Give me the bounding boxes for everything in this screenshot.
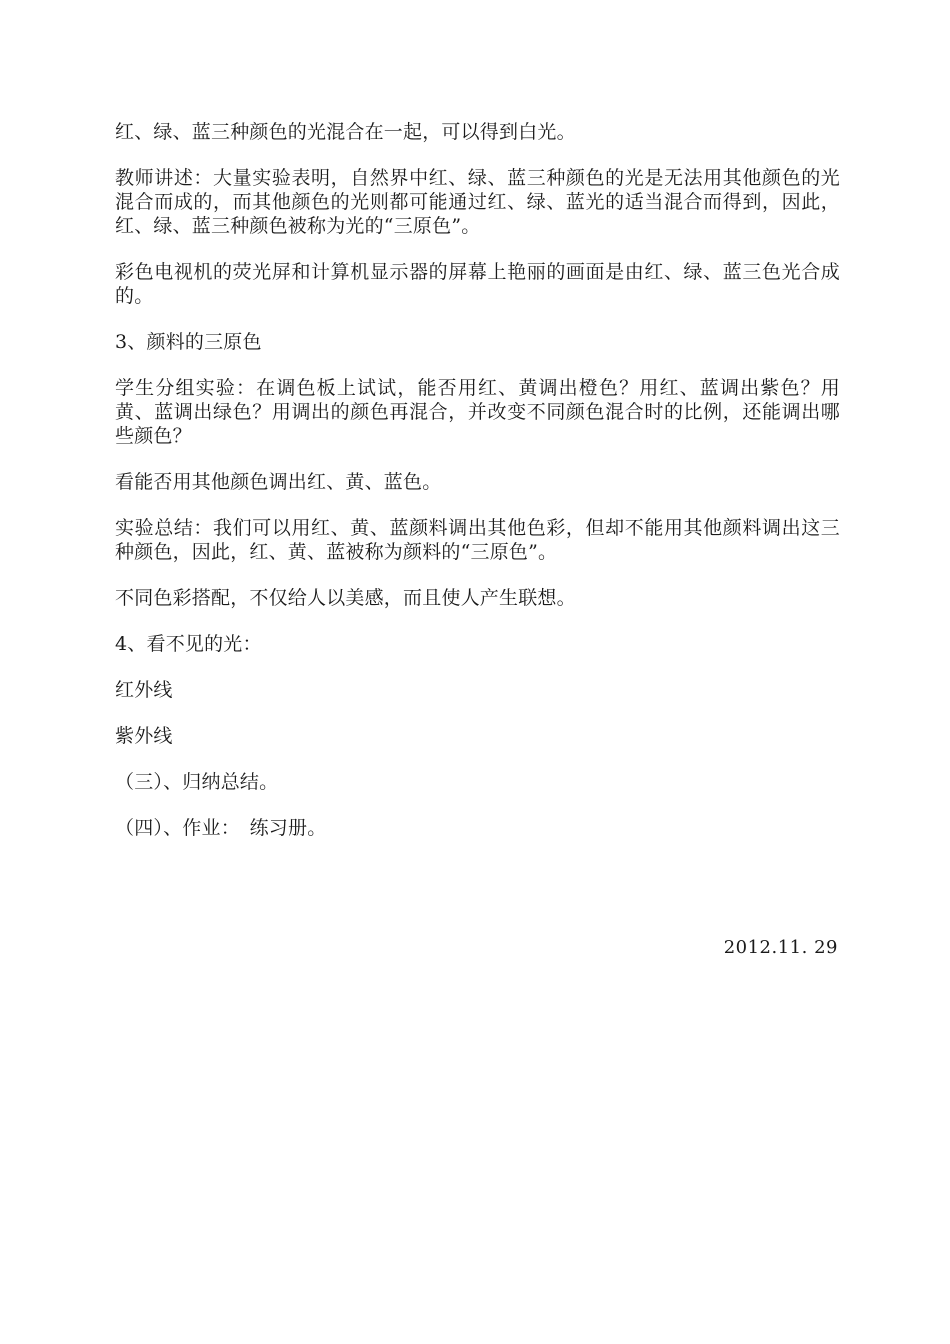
section-heading-invisible-light: 4、看不见的光： [115,633,262,655]
paragraph-color-matching: 不同色彩搭配，不仅给人以美感，而且使人产生联想。 [115,587,576,609]
section-heading-pigment-primaries: 3、颜料的三原色 [115,331,262,353]
paragraph-group-experiment: 学生分组实验：在调色板上试试，能否用红、黄调出橙色？用红、蓝调出紫色？用黄、蓝调出绿色？用调出的颜色再混合，并改变不同颜色混合时的比例，还能调出哪些颜色？ [115,377,840,447]
paragraph-tv-screen: 彩色电视机的荧光屏和计算机显示器的屏幕上艳丽的画面是由红、绿、蓝三色光合成的。 [115,261,840,307]
paragraph-teacher-explanation: 教师讲述：大量实验表明，自然界中红、绿、蓝三种颜色的光是无法用其他颜色的光混合而成的，而其他颜色的光则都可能通过红、绿、蓝光的适当混合而得到，因此，红、绿、蓝三种颜色被称为光的“三原色”。 [115,167,840,237]
section-heading-homework: （四）、作业： 练习册。 [115,817,327,839]
paragraph-experiment-summary: 实验总结：我们可以用红、黄、蓝颜料调出其他色彩，但却不能用其他颜料调出这三种颜色，因此，红、黄、蓝被称为颜料的“三原色”。 [115,517,840,563]
document-date: 2012.11. 29 [723,937,838,958]
paragraph-mix-check: 看能否用其他颜色调出红、黄、蓝色。 [115,471,442,493]
item-ultraviolet: 紫外线 [115,725,173,747]
document-body [115,120,840,862]
paragraph-white-light: 红、绿、蓝三种颜色的光混合在一起，可以得到白光。 [115,121,576,143]
section-heading-summary: （三）、归纳总结。 [115,771,279,793]
item-infrared: 红外线 [115,679,173,701]
